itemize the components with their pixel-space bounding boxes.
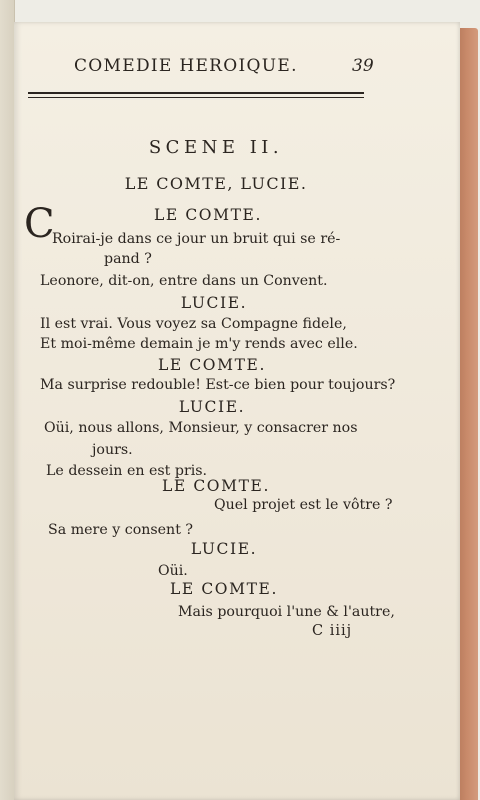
verse-line: Ma surprise redouble! Est-ce bien pour toujours? — [40, 377, 396, 393]
verse-line: jours. — [92, 442, 133, 458]
verse-line: Roirai-je dans ce jour un bruit qui se ré- — [52, 231, 341, 247]
running-title: COMEDIE HEROIQUE. — [74, 56, 298, 76]
verse-line: Sa mere y consent ? — [48, 522, 194, 538]
scene-characters: LE COMTE, LUCIE. — [124, 174, 308, 193]
previous-page-edge — [0, 0, 15, 800]
verse-line: Il est vrai. Vous voyez sa Compagne fidele, — [40, 316, 347, 332]
verse-line: Et moi-même demain je m'y rends avec elle. — [40, 336, 358, 352]
verse-line: pand ? — [104, 251, 152, 267]
speaker-le-comte-4: LE COMTE. — [170, 580, 278, 598]
speaker-le-comte-2: LE COMTE. — [158, 356, 266, 374]
page-header — [28, 52, 374, 82]
verse-line: Le dessein en est pris. — [46, 463, 208, 479]
speaker-le-comte-1: LE COMTE. — [154, 206, 262, 224]
signature-mark: C iiij — [312, 623, 353, 639]
verse-line: Mais pourquoi l'une & l'autre, — [178, 604, 395, 620]
scene-title: SCENE II. — [148, 137, 284, 158]
speaker-lucie-1: LUCIE. — [180, 294, 248, 312]
verse-line: Oüi. — [158, 563, 188, 579]
book-cover-edge — [458, 28, 478, 800]
verse-line: Oüi, nous allons, Monsieur, y consacrer nos — [44, 420, 358, 436]
header-rule-thin — [28, 97, 364, 98]
speaker-lucie-3: LUCIE. — [190, 540, 258, 558]
drop-cap-letter: C — [24, 201, 55, 247]
speaker-lucie-2: LUCIE. — [178, 398, 246, 416]
verse-line: Quel projet est le vôtre ? — [214, 497, 393, 513]
verse-line: Leonore, dit-on, entre dans un Convent. — [40, 273, 328, 289]
header-rule-thick — [28, 92, 364, 94]
page-number: 39 — [352, 56, 374, 76]
speaker-le-comte-3: LE COMTE. — [162, 477, 270, 495]
